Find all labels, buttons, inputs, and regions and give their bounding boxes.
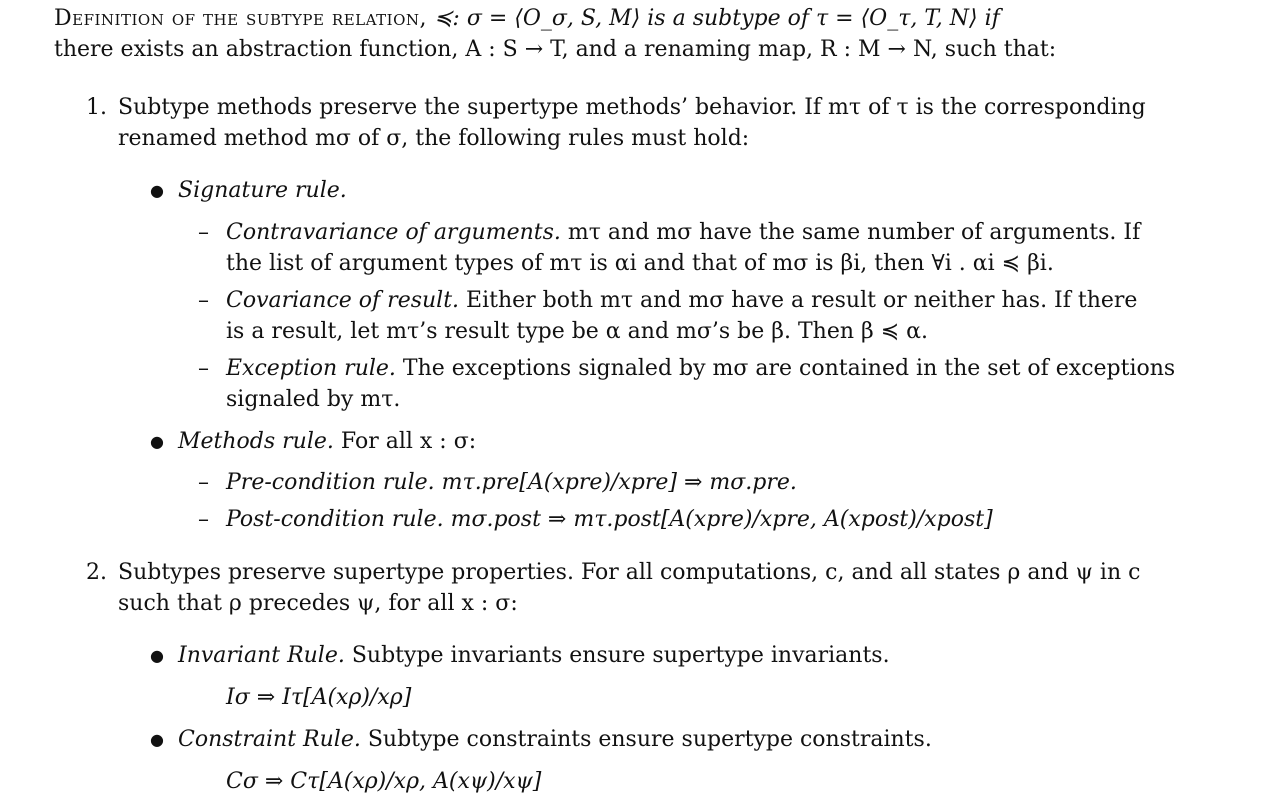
item-2-line-2: such that ρ precedes ψ, for all x : σ:	[118, 591, 518, 616]
constraint-rule-line	[178, 727, 932, 753]
item-1-number: 1.	[86, 95, 107, 120]
methods-rule-label: Methods rule.	[178, 429, 334, 454]
item-2-line-1: Subtypes preserve supertype properties. For all computations, c, and all states ρ and ψ in c	[118, 560, 1141, 585]
definition-line-1	[54, 6, 1000, 32]
post-condition-formula: mσ.post ⇒ mτ.post[A(xpre)/xpre, A(xpost)/xpost]	[450, 507, 993, 532]
invariant-rule-text: Subtype invariants ensure supertype invariants.	[351, 643, 890, 668]
dash-icon: –	[198, 220, 209, 245]
constraint-formula: Cσ ⇒ Cτ[A(xρ)/xρ, A(xψ)/xψ]	[226, 769, 542, 794]
post-condition-line	[226, 507, 993, 533]
pre-condition-line	[226, 470, 797, 496]
invariant-rule-label: Invariant Rule.	[178, 643, 345, 668]
definition-heading: Definition of the subtype relation,	[54, 6, 427, 31]
bullet-icon: ●	[150, 646, 164, 665]
item-1-line-1: Subtype methods preserve the supertype methods’ behavior. If mτ of τ is the corresponding	[118, 95, 1146, 120]
constraint-rule-text: Subtype constraints ensure supertype constraints.	[367, 727, 932, 752]
definition-math: ≼: σ = ⟨O_σ, S, M⟩ is a subtype of τ = ⟨O_τ, T, N⟩ if	[434, 6, 1000, 31]
covariance-line-1	[226, 288, 1137, 314]
definition-line-2: there exists an abstraction function, A : S → T, and a renaming map, R : M → N, such that:	[54, 37, 1057, 62]
post-condition-label: Post-condition rule.	[226, 507, 444, 532]
invariant-rule-line	[178, 643, 890, 669]
item-2-number: 2.	[86, 560, 107, 585]
contravariance-text: mτ and mσ have the same number of arguments. If	[567, 220, 1141, 245]
contravariance-line-1	[226, 220, 1140, 246]
methods-rule-text: For all x : σ:	[340, 429, 477, 454]
dash-icon: –	[198, 470, 209, 495]
bullet-icon: ●	[150, 181, 164, 200]
dash-icon: –	[198, 288, 209, 313]
dash-icon: –	[198, 507, 209, 532]
exception-text: The exceptions signaled by mσ are contained in the set of exceptions	[402, 356, 1176, 381]
invariant-formula: Iσ ⇒ Iτ[A(xρ)/xρ]	[226, 685, 412, 710]
item-1-line-2: renamed method mσ of σ, the following rules must hold:	[118, 126, 750, 151]
contravariance-label: Contravariance of arguments.	[226, 220, 561, 245]
dash-icon: –	[198, 356, 209, 381]
covariance-line-2: is a result, let mτ’s result type be α and mσ’s be β. Then β ≼ α.	[226, 319, 928, 344]
bullet-icon: ●	[150, 730, 164, 749]
covariance-text: Either both mτ and mσ have a result or neither has. If there	[466, 288, 1138, 313]
exception-line-1	[226, 356, 1175, 382]
pre-condition-formula: mτ.pre[A(xpre)/xpre] ⇒ mσ.pre.	[441, 470, 797, 495]
pre-condition-label: Pre-condition rule.	[226, 470, 435, 495]
exception-label: Exception rule.	[226, 356, 396, 381]
covariance-label: Covariance of result.	[226, 288, 460, 313]
methods-rule-line	[178, 429, 476, 455]
bullet-icon: ●	[150, 432, 164, 451]
contravariance-line-2: the list of argument types of mτ is αi and that of mσ is βi, then ∀i . αi ≼ βi.	[226, 251, 1054, 276]
constraint-rule-label: Constraint Rule.	[178, 727, 361, 752]
exception-line-2: signaled by mτ.	[226, 387, 401, 412]
signature-rule-label: Signature rule.	[178, 178, 347, 203]
